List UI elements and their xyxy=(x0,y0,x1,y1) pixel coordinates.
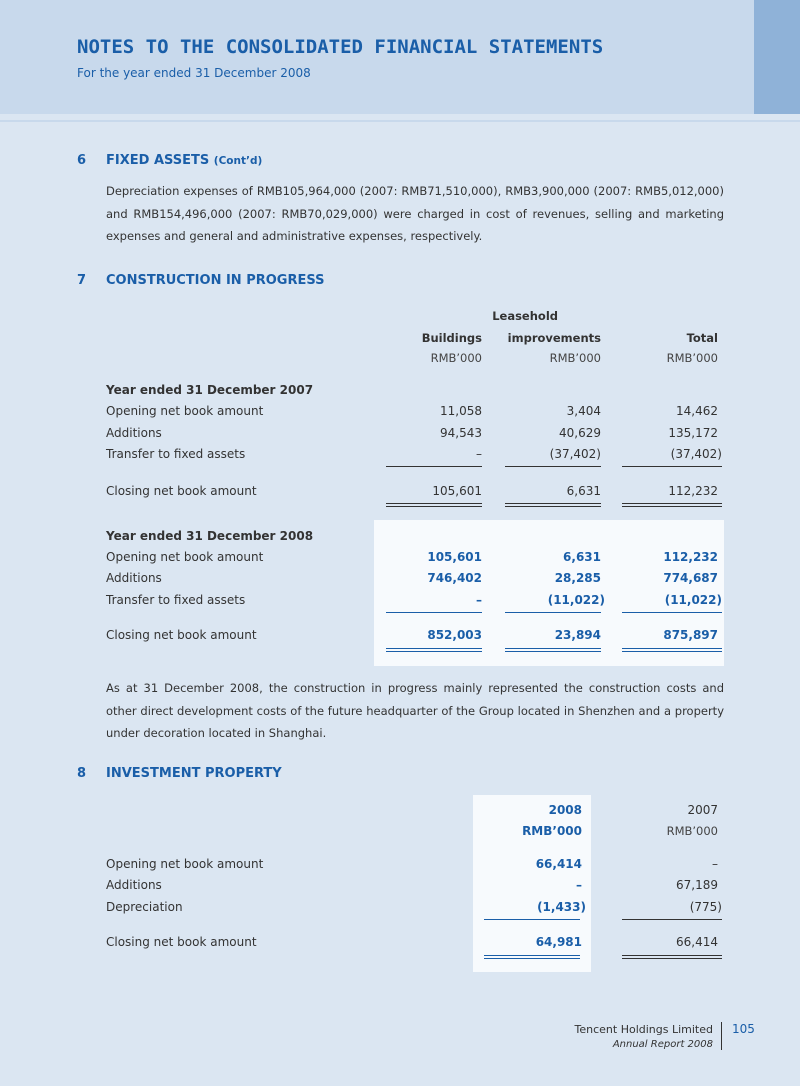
ip-2008-total-double-rule xyxy=(484,955,580,959)
footer-divider xyxy=(721,1022,722,1050)
cip-2008-total-double-rule xyxy=(505,648,601,652)
ip-2008-cell: (1,433) xyxy=(537,900,586,914)
cip-2007-cell: (37,402) xyxy=(670,447,722,461)
ip-row-label: Depreciation xyxy=(106,900,183,914)
page-subtitle: For the year ended 31 December 2008 xyxy=(77,66,311,80)
header-divider xyxy=(0,120,800,122)
ip-col-2007-year: 2007 xyxy=(687,803,718,817)
cip-2008-cell: (11,022) xyxy=(547,593,605,607)
ip-2007-cell: 67,189 xyxy=(676,878,718,892)
cip-2007-cell: 94,543 xyxy=(440,426,482,440)
section-6-number: 6 xyxy=(77,153,87,168)
cip-2007-total-double-rule xyxy=(505,503,601,507)
cip-col2-unit: RMB’000 xyxy=(549,351,601,365)
ip-row-label: Opening net book amount xyxy=(106,857,264,871)
cip-2008-cell: 746,402 xyxy=(427,571,482,585)
section-6-title-suffix: (Cont’d) xyxy=(213,155,263,167)
ip-2007-total-double-rule xyxy=(622,955,722,959)
cip-2007-row-label: Transfer to fixed assets xyxy=(106,447,246,461)
section-6-paragraph: Depreciation expenses of RMB105,964,000 (2007: RMB71,510,000), RMB3,900,000 (2007: RMB5,012,000) and RMB154,496,000 (2007: RMB70,029,000) were charged in cost of revenues, selling and marketing expenses and general and administrative expenses, respectively. xyxy=(106,184,724,243)
cip-2007-closing-cell: 6,631 xyxy=(566,484,601,498)
section-6-title-text: FIXED ASSETS xyxy=(106,153,210,168)
cip-col3-header: Total xyxy=(686,331,718,345)
section-7-number: 7 xyxy=(77,273,87,288)
section-6-title xyxy=(106,153,262,168)
cip-col3-unit: RMB’000 xyxy=(666,351,718,365)
cip-2008-total-double-rule xyxy=(622,648,722,652)
cip-2008-cell: 774,687 xyxy=(663,571,718,585)
cip-2007-total-double-rule xyxy=(386,503,482,507)
ip-2008-subtotal-rule xyxy=(484,919,580,920)
cip-2007-row-label: Additions xyxy=(106,426,162,440)
cip-2008-row-label: Opening net book amount xyxy=(106,550,264,564)
cip-2008-row-label: Additions xyxy=(106,571,162,585)
ip-closing-label: Closing net book amount xyxy=(106,935,257,949)
cip-2008-cell: 112,232 xyxy=(663,550,718,564)
cip-2007-cell: 135,172 xyxy=(668,426,718,440)
cip-2008-cell: – xyxy=(476,593,482,607)
cip-2008-closing-cell: 852,003 xyxy=(427,628,482,642)
cip-2007-subtotal-rule xyxy=(622,466,722,467)
cip-2008-closing-label: Closing net book amount xyxy=(106,628,257,642)
ip-2008-cell: – xyxy=(576,878,582,892)
cip-2007-cell: – xyxy=(476,447,482,461)
cip-col1-header: Buildings xyxy=(421,331,482,345)
cip-2007-row-label: Opening net book amount xyxy=(106,404,264,418)
cip-2007-heading: Year ended 31 December 2007 xyxy=(106,383,314,397)
ip-col-2008-unit: RMB’000 xyxy=(522,824,582,838)
cip-2008-subtotal-rule xyxy=(505,612,601,613)
cip-2008-closing-cell: 875,897 xyxy=(663,628,718,642)
cip-2008-cell: 105,601 xyxy=(427,550,482,564)
header-tab-accent xyxy=(754,0,800,114)
cip-2007-cell: 14,462 xyxy=(676,404,718,418)
ip-2007-closing-cell: 66,414 xyxy=(676,935,718,949)
cip-2008-heading: Year ended 31 December 2008 xyxy=(106,529,314,543)
section-8-title: INVESTMENT PROPERTY xyxy=(106,766,282,781)
cip-2008-total-double-rule xyxy=(386,648,482,652)
cip-2007-closing-cell: 105,601 xyxy=(432,484,482,498)
cip-2007-cell: 3,404 xyxy=(566,404,601,418)
cip-2008-subtotal-rule xyxy=(622,612,722,613)
cip-2007-subtotal-rule xyxy=(505,466,601,467)
ip-2007-cell: – xyxy=(712,857,718,871)
section-7-title: CONSTRUCTION IN PROGRESS xyxy=(106,273,325,288)
cip-2007-subtotal-rule xyxy=(386,466,482,467)
cip-2007-cell: 40,629 xyxy=(559,426,601,440)
page-title: NOTES TO THE CONSOLIDATED FINANCIAL STATEMENTS xyxy=(77,36,604,58)
ip-col-2008-year: 2008 xyxy=(548,803,582,817)
ip-col-2007-unit: RMB’000 xyxy=(666,824,718,838)
cip-2007-total-double-rule xyxy=(622,503,722,507)
section-8-number: 8 xyxy=(77,766,87,781)
ip-row-label: Additions xyxy=(106,878,162,892)
ip-2008-closing-cell: 64,981 xyxy=(535,935,582,949)
footer-company: Tencent Holdings Limited xyxy=(574,1023,713,1036)
cip-2008-cell: (11,022) xyxy=(664,593,722,607)
cip-col2-header-line2: improvements xyxy=(507,331,601,345)
footer-report: Annual Report 2008 xyxy=(612,1039,713,1050)
page-number: 105 xyxy=(732,1022,755,1036)
cip-col1-unit: RMB’000 xyxy=(430,351,482,365)
cip-2008-closing-cell: 23,894 xyxy=(554,628,601,642)
cip-2007-closing-label: Closing net book amount xyxy=(106,484,257,498)
cip-col2-header-line1: Leasehold xyxy=(492,309,558,323)
cip-2008-cell: 6,631 xyxy=(563,550,601,564)
ip-2008-cell: 66,414 xyxy=(535,857,582,871)
cip-2007-closing-cell: 112,232 xyxy=(668,484,718,498)
cip-2007-cell: 11,058 xyxy=(440,404,482,418)
cip-2008-row-label: Transfer to fixed assets xyxy=(106,593,246,607)
cip-2008-subtotal-rule xyxy=(386,612,482,613)
cip-2007-cell: (37,402) xyxy=(549,447,601,461)
ip-2007-subtotal-rule xyxy=(622,919,722,920)
section-7-paragraph: As at 31 December 2008, the construction in progress mainly represented the construction costs and other direct development costs of the future headquarter of the Group located in Shenzhen and a property under decoration located in Shanghai. xyxy=(106,681,724,740)
cip-2008-cell: 28,285 xyxy=(554,571,601,585)
ip-2007-cell: (775) xyxy=(689,900,722,914)
